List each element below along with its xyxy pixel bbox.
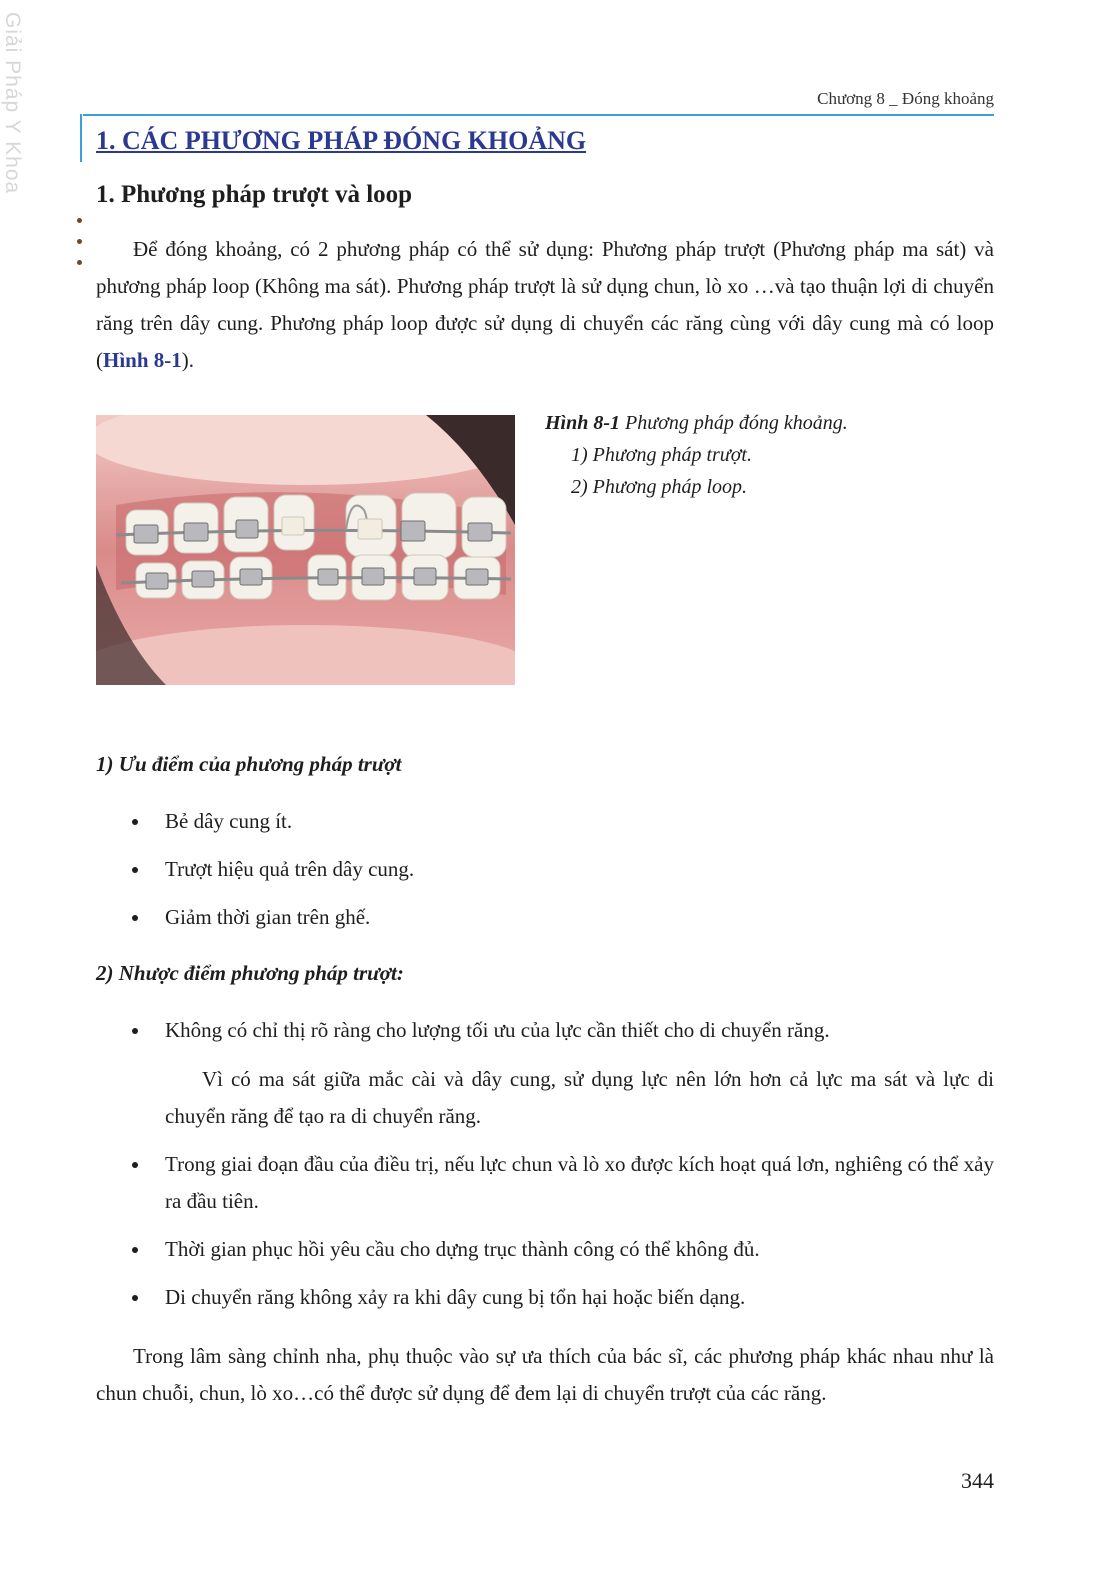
list-item: Không có chỉ thị rõ ràng cho lượng tối ưu của lực cần thiết cho di chuyển răng.	[130, 1012, 994, 1049]
list-item: Bẻ dây cung ít.	[130, 803, 994, 840]
intro-paragraph	[96, 231, 994, 379]
figure-reference-link[interactable]: Hình 8-1	[103, 348, 182, 372]
list-item: Giảm thời gian trên ghế.	[130, 899, 994, 936]
chapter-header: Chương 8 _ Đóng khoảng	[817, 89, 994, 108]
intro-end: ).	[181, 348, 195, 372]
section-title: 1. CÁC PHƯƠNG PHÁP ĐÓNG KHOẢNG	[96, 126, 587, 155]
intro-text: Để đóng khoảng, có 2 phương pháp có thể sử dụng: Phương pháp trượt (Phương pháp ma sát) và phương pháp loop (Không ma sát). Phương pháp trượt là sử dụng chun, lò xo …và tạo thuận lợi di chuyển răng trên dây cung. Phương pháp loop được sử dụng di chuyển các răng cùng với dây cung mà có loop (	[96, 237, 994, 372]
disadvantage-detail: Vì có ma sát giữa mắc cài và dây cung, sử dụng lực nên lớn hơn cả lực ma sát và lực di chuyển răng để tạo ra di chuyển răng.	[165, 1067, 994, 1128]
advantages-heading: 1) Ưu điểm của phương pháp trượt	[96, 752, 402, 776]
figure-caption-line: 1) Phương pháp trượt.	[571, 444, 752, 466]
disadvantages-list-2	[130, 1146, 994, 1316]
figure-label: Hình 8-1	[545, 412, 621, 434]
closing-paragraph: Trong lâm sàng chỉnh nha, phụ thuộc vào sự ưa thích của bác sĩ, các phương pháp khác nhau như là chun chuỗi, chun, lò xo…có thể được sử dụng để đem lại di chuyển trượt của các răng.	[96, 1344, 994, 1405]
subsection-title: 1. Phương pháp trượt và loop	[96, 181, 413, 208]
header-rule-left	[80, 114, 82, 162]
figure-caption	[545, 407, 848, 503]
header-rule	[83, 114, 994, 116]
disadvantages-list-1	[130, 1012, 994, 1049]
list-item: Di chuyển răng không xảy ra khi dây cung bị tổn hại hoặc biến dạng.	[130, 1279, 994, 1316]
figure-title: Phương pháp đóng khoảng.	[620, 412, 848, 434]
list-item: Trong giai đoạn đầu của điều trị, nếu lực chun và lò xo được kích hoạt quá lơn, nghiêng có thể xảy ra đầu tiên.	[130, 1146, 994, 1220]
decorative-dots	[77, 218, 82, 281]
braces-photo	[96, 415, 515, 685]
page-number: 344	[961, 1468, 994, 1493]
disadvantages-heading: 2) Nhược điểm phương pháp trượt:	[96, 961, 404, 985]
list-item: Trượt hiệu quả trên dây cung.	[130, 851, 994, 888]
advantages-list	[130, 803, 994, 936]
figure-caption-line: 2) Phương pháp loop.	[571, 476, 748, 498]
list-item: Thời gian phục hồi yêu cầu cho dựng trục thành công có thể không đủ.	[130, 1231, 994, 1268]
watermark: Giải Pháp Y Khoa	[1, 12, 24, 195]
braces-illustration	[96, 415, 515, 685]
